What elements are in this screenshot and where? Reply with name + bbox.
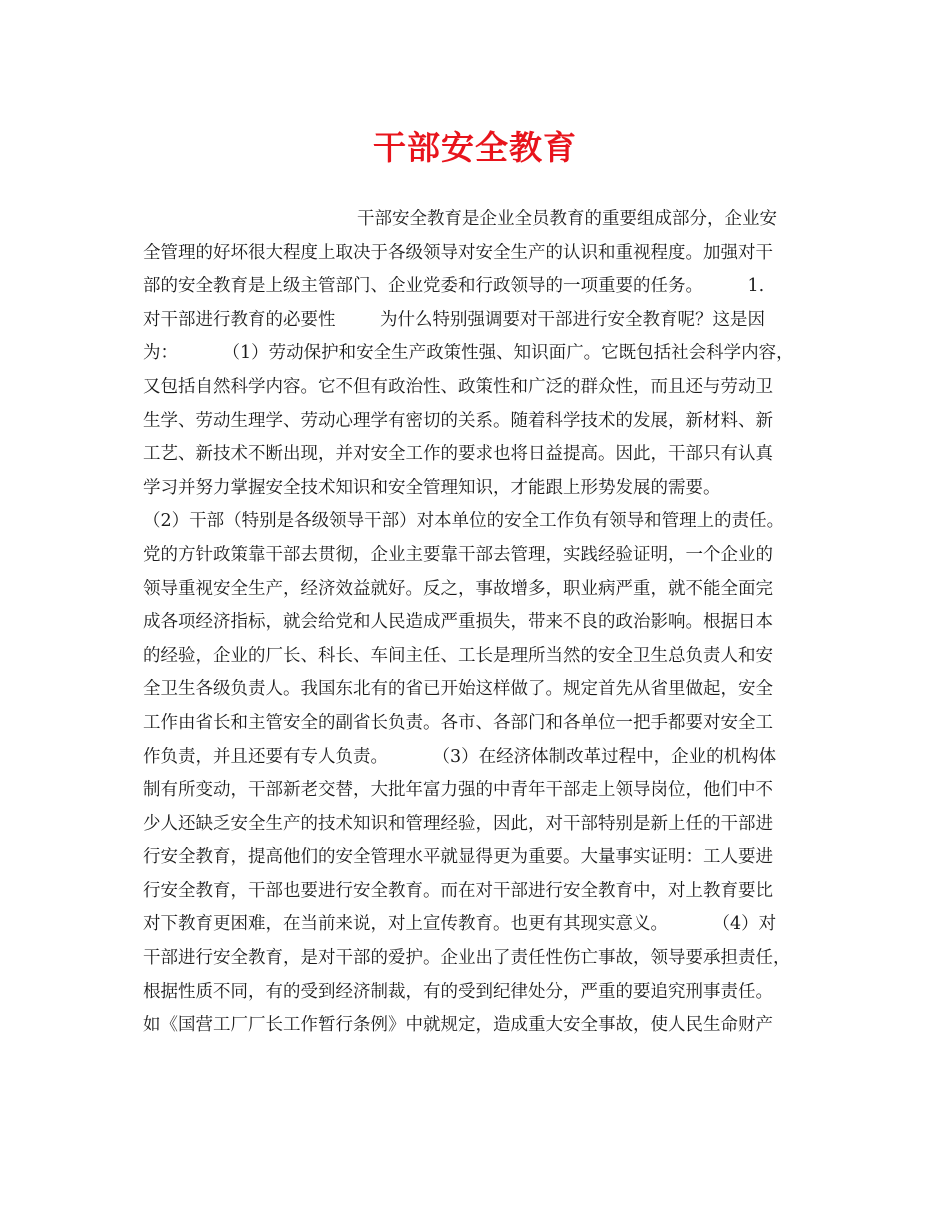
body-line: 的经验，企业的厂长、科长、车间主任、工长是理所当然的安全卫生总负责人和安	[143, 645, 773, 666]
body-line: 党的方针政策靠干部去贯彻，企业主要靠干部去管理，实践经验证明，一个企业的	[143, 544, 773, 565]
body-line: 作负责，并且还要有专人负责。 （3）在经济体制改革过程中，企业的机构体	[143, 746, 777, 767]
body-line: 学习并努力掌握安全技术知识和安全管理知识，才能跟上形势发展的需要。	[143, 477, 721, 498]
body-line: 全卫生各级负责人。我国东北有的省已开始这样做了。规定首先从省里做起，安全	[143, 679, 773, 700]
body-line: 工艺、新技术不断出现，并对安全工作的要求也将日益提高。因此，干部只有认真	[143, 444, 773, 465]
body-line: 干部安全教育是企业全员教育的重要组成部分，企业安	[357, 209, 777, 229]
body-line: 全管理的好坏很大程度上取决于各级领导对安全生产的认识和重视程度。加强对干	[143, 242, 773, 263]
body-line: 为： （1）劳动保护和安全生产政策性强、知识面广。它既包括社会科学内容，	[143, 343, 794, 364]
body-line: 又包括自然科学内容。它不但有政治性、政策性和广泛的群众性，而且还与劳动卫	[143, 376, 773, 397]
body-line: 干部进行安全教育，是对干部的爱护。企业出了责任性伤亡事故，领导要承担责任，	[143, 948, 791, 969]
body-line: 行安全教育，干部也要进行安全教育。而在对干部进行安全教育中，对上教育要比	[143, 880, 773, 901]
body-line: 部的安全教育是上级主管部门、企业党委和行政领导的一项重要的任务。 1.	[143, 276, 765, 297]
body-line: 对干部进行教育的必要性 为什么特别强调要对干部进行安全教育呢？这是因	[143, 309, 765, 330]
body-line: 少人还缺乏安全生产的技术知识和管理经验，因此，对干部特别是新上任的干部进	[143, 813, 773, 834]
body-line: 制有所变动，干部新老交替，大批年富力强的中青年干部走上领导岗位，他们中不	[143, 780, 773, 801]
body-line: 如《国营工厂厂长工作暂行条例》中就规定，造成重大安全事故，使人民生命财产	[143, 1015, 773, 1036]
body-line: 工作由省长和主管安全的副省长负责。各市、各部门和各单位一把手都要对安全工	[143, 712, 773, 733]
body-line: （2）干部（特别是各级领导干部）对本单位的安全工作负有领导和管理上的责任。	[143, 511, 785, 532]
document-body	[143, 203, 813, 1043]
body-line: 根据性质不同，有的受到经济制裁，有的受到纪律处分，严重的要追究刑事责任。	[143, 981, 773, 1002]
body-line: 领导重视安全生产，经济效益就好。反之，事故增多，职业病严重，就不能全面完	[143, 578, 773, 599]
body-line: 对下教育更困难，在当前来说，对上宣传教育。也更有其现实意义。 （4）对	[143, 914, 777, 935]
body-line: 成各项经济指标，就会给党和人民造成严重损失，带来不良的政治影响。根据日本	[143, 612, 773, 633]
document-title: 干部安全教育	[373, 128, 577, 167]
body-line: 行安全教育，提高他们的安全管理水平就显得更为重要。大量事实证明：工人要进	[143, 847, 773, 868]
body-line: 生学、劳动生理学、劳动心理学有密切的关系。随着科学技术的发展，新材料、新	[143, 410, 773, 431]
